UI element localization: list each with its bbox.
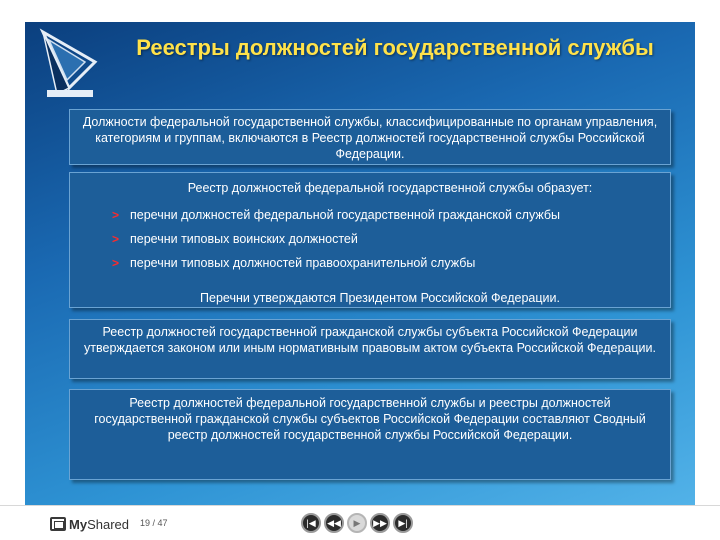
play-icon[interactable]: ▶: [347, 513, 367, 533]
presentation-slide: [25, 22, 695, 505]
presentation-icon: [50, 517, 66, 531]
list-item: [112, 207, 560, 231]
list-item: [112, 255, 560, 279]
info-box-federal-positions: [69, 109, 671, 165]
info-box-subject-registry: [69, 319, 671, 379]
bullet-arrow-icon: >: [112, 208, 120, 222]
registry-footer: Перечни утверждаются Президентом Российской Федерации.: [200, 291, 560, 305]
info-box-text: Реестр должностей федеральной государственной службы и реестры должностей государственной гражданской службы субъектов Российской Федерации составляют Сводный реестр должностей государственной службы Российской Федерации.: [94, 396, 646, 442]
info-box-text: Должности федеральной государственной службы, классифицированные по органам управления, категориям и группам, включаются в Реестр должностей государственной службы Российской Федерации.: [82, 115, 658, 161]
list-item-label: перечни типовых воинских должностей: [130, 232, 358, 246]
info-box-text: Реестр должностей государственной гражданской службы субъекта Российской Федерации утверждается законом или иным нормативным правовым актом субъекта Российской Федерации.: [84, 325, 656, 355]
bullet-arrow-icon: >: [112, 232, 120, 246]
player-toolbar: [0, 505, 720, 540]
page-counter: 19 / 47: [140, 518, 168, 528]
bullet-arrow-icon: >: [112, 256, 120, 270]
logo-icon: [39, 28, 101, 100]
previous-slide-icon[interactable]: ◀◀: [324, 513, 344, 533]
last-slide-icon[interactable]: ▶|: [393, 513, 413, 533]
list-item: [112, 231, 560, 255]
top-strip: [0, 0, 720, 22]
registry-bullet-list: [112, 207, 560, 279]
info-box-consolidated-registry: [69, 389, 671, 480]
info-box-registry-composition: [69, 172, 671, 308]
slide-title: Реестры должностей государственной службы: [136, 35, 654, 60]
list-item-label: перечни должностей федеральной государственной гражданской службы: [130, 208, 561, 222]
slide-navigation: [301, 513, 413, 533]
brand-name: MyShared: [69, 516, 129, 532]
next-slide-icon[interactable]: ▶▶: [370, 513, 390, 533]
myshared-logo[interactable]: [50, 515, 129, 533]
first-slide-icon[interactable]: |◀: [301, 513, 321, 533]
list-item-label: перечни типовых должностей правоохранительной службы: [130, 256, 476, 270]
registry-intro: Реестр должностей федеральной государственной службы образует:: [187, 181, 593, 195]
